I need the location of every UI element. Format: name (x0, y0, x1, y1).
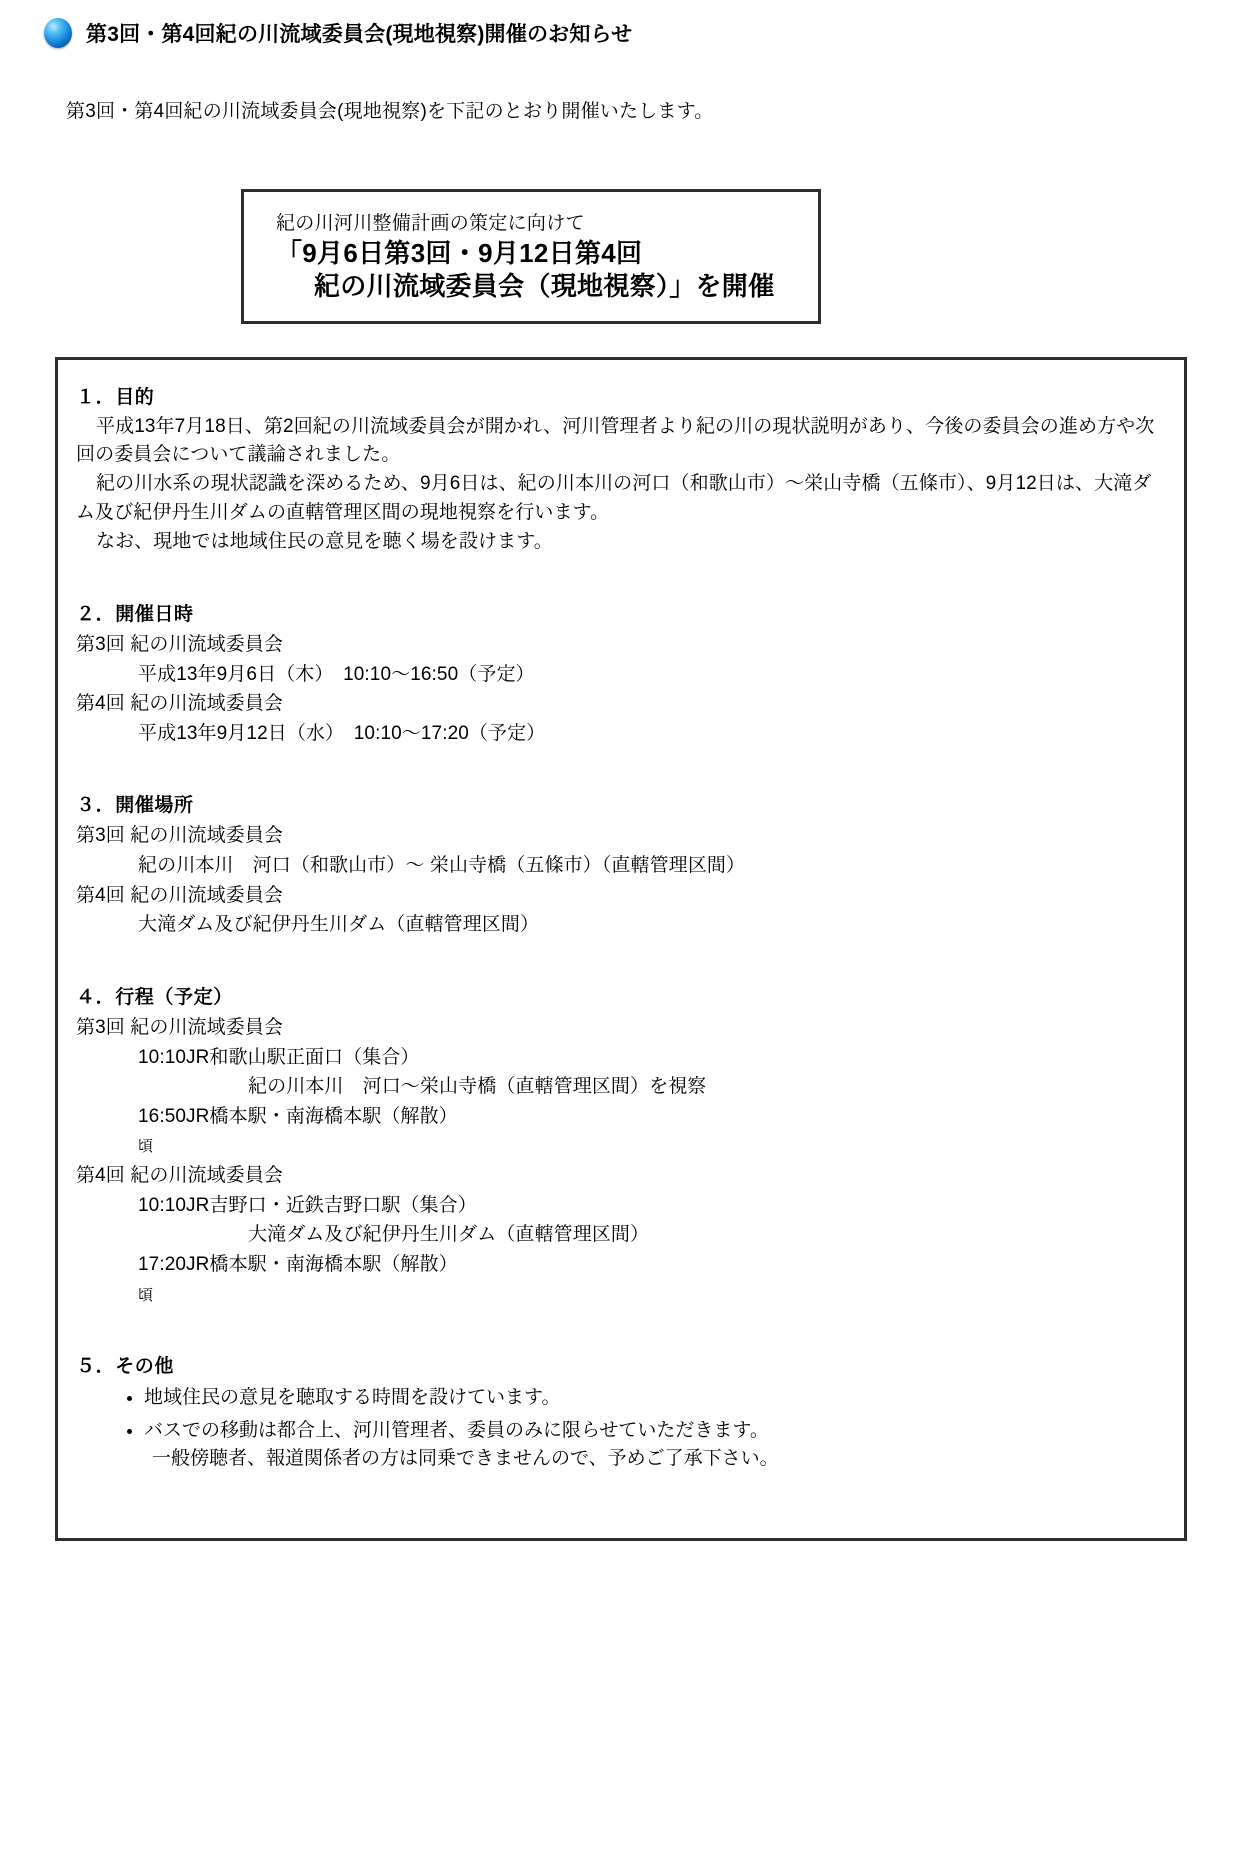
itinerary-time-suffix: 頃 (138, 1286, 154, 1304)
list-item (144, 1417, 1158, 1474)
itinerary-row (76, 1220, 1158, 1250)
itinerary-row (76, 1043, 1158, 1073)
itinerary-row (76, 1191, 1158, 1221)
banner-wrapper (0, 189, 1235, 324)
datetime-item-label: 第3回 紀の川流域委員会 (76, 633, 284, 655)
banner-lead-text: 紀の川河川整備計画の策定に向けて (276, 213, 585, 234)
section-heading-other: ５．その他 (76, 1356, 175, 1378)
section-heading-purpose: １．目的 (76, 386, 155, 408)
list-item (144, 1384, 1158, 1413)
other-bullet-list (76, 1384, 1158, 1474)
other-bullet-text: 地域住民の意見を聴取する時間を設けています。 (144, 1387, 561, 1409)
main-content-box (55, 357, 1187, 1541)
other-bullet-text: バスでの移動は都合上、河川管理者、委員のみに限らせていただきます。 (144, 1419, 769, 1441)
purpose-paragraph-3: なお、現地では地域住民の意見を聴く場を設けます。 (96, 531, 553, 552)
itinerary-row (76, 1250, 1158, 1309)
purpose-paragraph-1: 平成13年7月18日、第2回紀の川流域委員会が開かれ、河川管理者より紀の川の現状説明があり、今後の委員会の進め方や次回の委員会について議論されました。 (76, 415, 1155, 466)
banner-main-line-1: 「9月6日第3回・9月12日第4回 (276, 238, 643, 268)
venue-item-detail: 紀の川本川 河口（和歌山市）〜 栄山寺橋（五條市）（直轄管理区間） (138, 855, 746, 876)
intro-text: 第3回・第4回紀の川流域委員会(現地視察)を下記のとおり開催いたします。 (66, 101, 714, 122)
itinerary-time-value: 16:50 (138, 1105, 187, 1127)
itinerary-time-suffix: 頃 (138, 1138, 154, 1156)
itinerary-time-value: 17:20 (138, 1253, 187, 1275)
itinerary-desc: JR橋本駅・南海橋本駅（解散） (186, 1105, 458, 1127)
purpose-paragraph-2: 紀の川水系の現状認識を深めるため、9月6日は、紀の川本川の河口（和歌山市）〜栄山寺橋（五條市）、9月12日は、大滝ダム及び紀伊丹生川ダムの直轄管理区間の現地視察を行います。 (76, 473, 1152, 524)
itinerary-group-label: 第3回 紀の川流域委員会 (76, 1016, 284, 1038)
venue-item-label: 第3回 紀の川流域委員会 (76, 825, 284, 847)
itinerary-time: 10:10 (138, 1194, 187, 1216)
section-heading-datetime: ２．開催日時 (76, 603, 194, 625)
itinerary-group-label: 第4回 紀の川流域委員会 (76, 1165, 284, 1186)
itinerary-row (76, 1072, 1158, 1102)
itinerary-time (76, 1102, 186, 1161)
other-bullet-note: 一般傍聴者、報道関係者の方は同乗できませんので、予めご了承下さい。 (152, 1448, 779, 1470)
section-heading-venue: ３．開催場所 (76, 795, 194, 817)
section-heading-itinerary: ４．行程（予定） (76, 986, 233, 1008)
page-header (0, 0, 1235, 48)
datetime-item-detail: 平成13年9月6日（木） 10:10〜16:50（予定） (138, 663, 535, 685)
itinerary-row (76, 1102, 1158, 1161)
itinerary-time: 10:10 (138, 1046, 187, 1068)
announcement-banner (241, 189, 821, 324)
itinerary-desc: JR和歌山駅正面口（集合） (186, 1046, 420, 1068)
page-title: 第3回・第4回紀の川流域委員会(現地視察)開催のお知らせ (86, 23, 633, 46)
itinerary-time (76, 1250, 186, 1309)
itinerary-desc: 紀の川本川 河口〜栄山寺橋（直轄管理区間）を視察 (248, 1076, 707, 1098)
itinerary-desc: 大滝ダム及び紀伊丹生川ダム（直轄管理区間） (248, 1224, 650, 1246)
banner-main-line-2: 紀の川流域委員会（現地視察）」を開催 (314, 270, 775, 301)
venue-item-detail: 大滝ダム及び紀伊丹生川ダム（直轄管理区間） (138, 914, 540, 936)
venue-item-label: 第4回 紀の川流域委員会 (76, 884, 284, 906)
blue-sphere-icon (44, 18, 72, 48)
datetime-item-detail: 平成13年9月12日（水） 10:10〜17:20（予定） (138, 722, 546, 744)
itinerary-desc: JR吉野口・近鉄吉野口駅（集合） (186, 1194, 477, 1216)
itinerary-desc: JR橋本駅・南海橋本駅（解散） (186, 1253, 458, 1275)
datetime-item-label: 第4回 紀の川流域委員会 (76, 693, 284, 715)
